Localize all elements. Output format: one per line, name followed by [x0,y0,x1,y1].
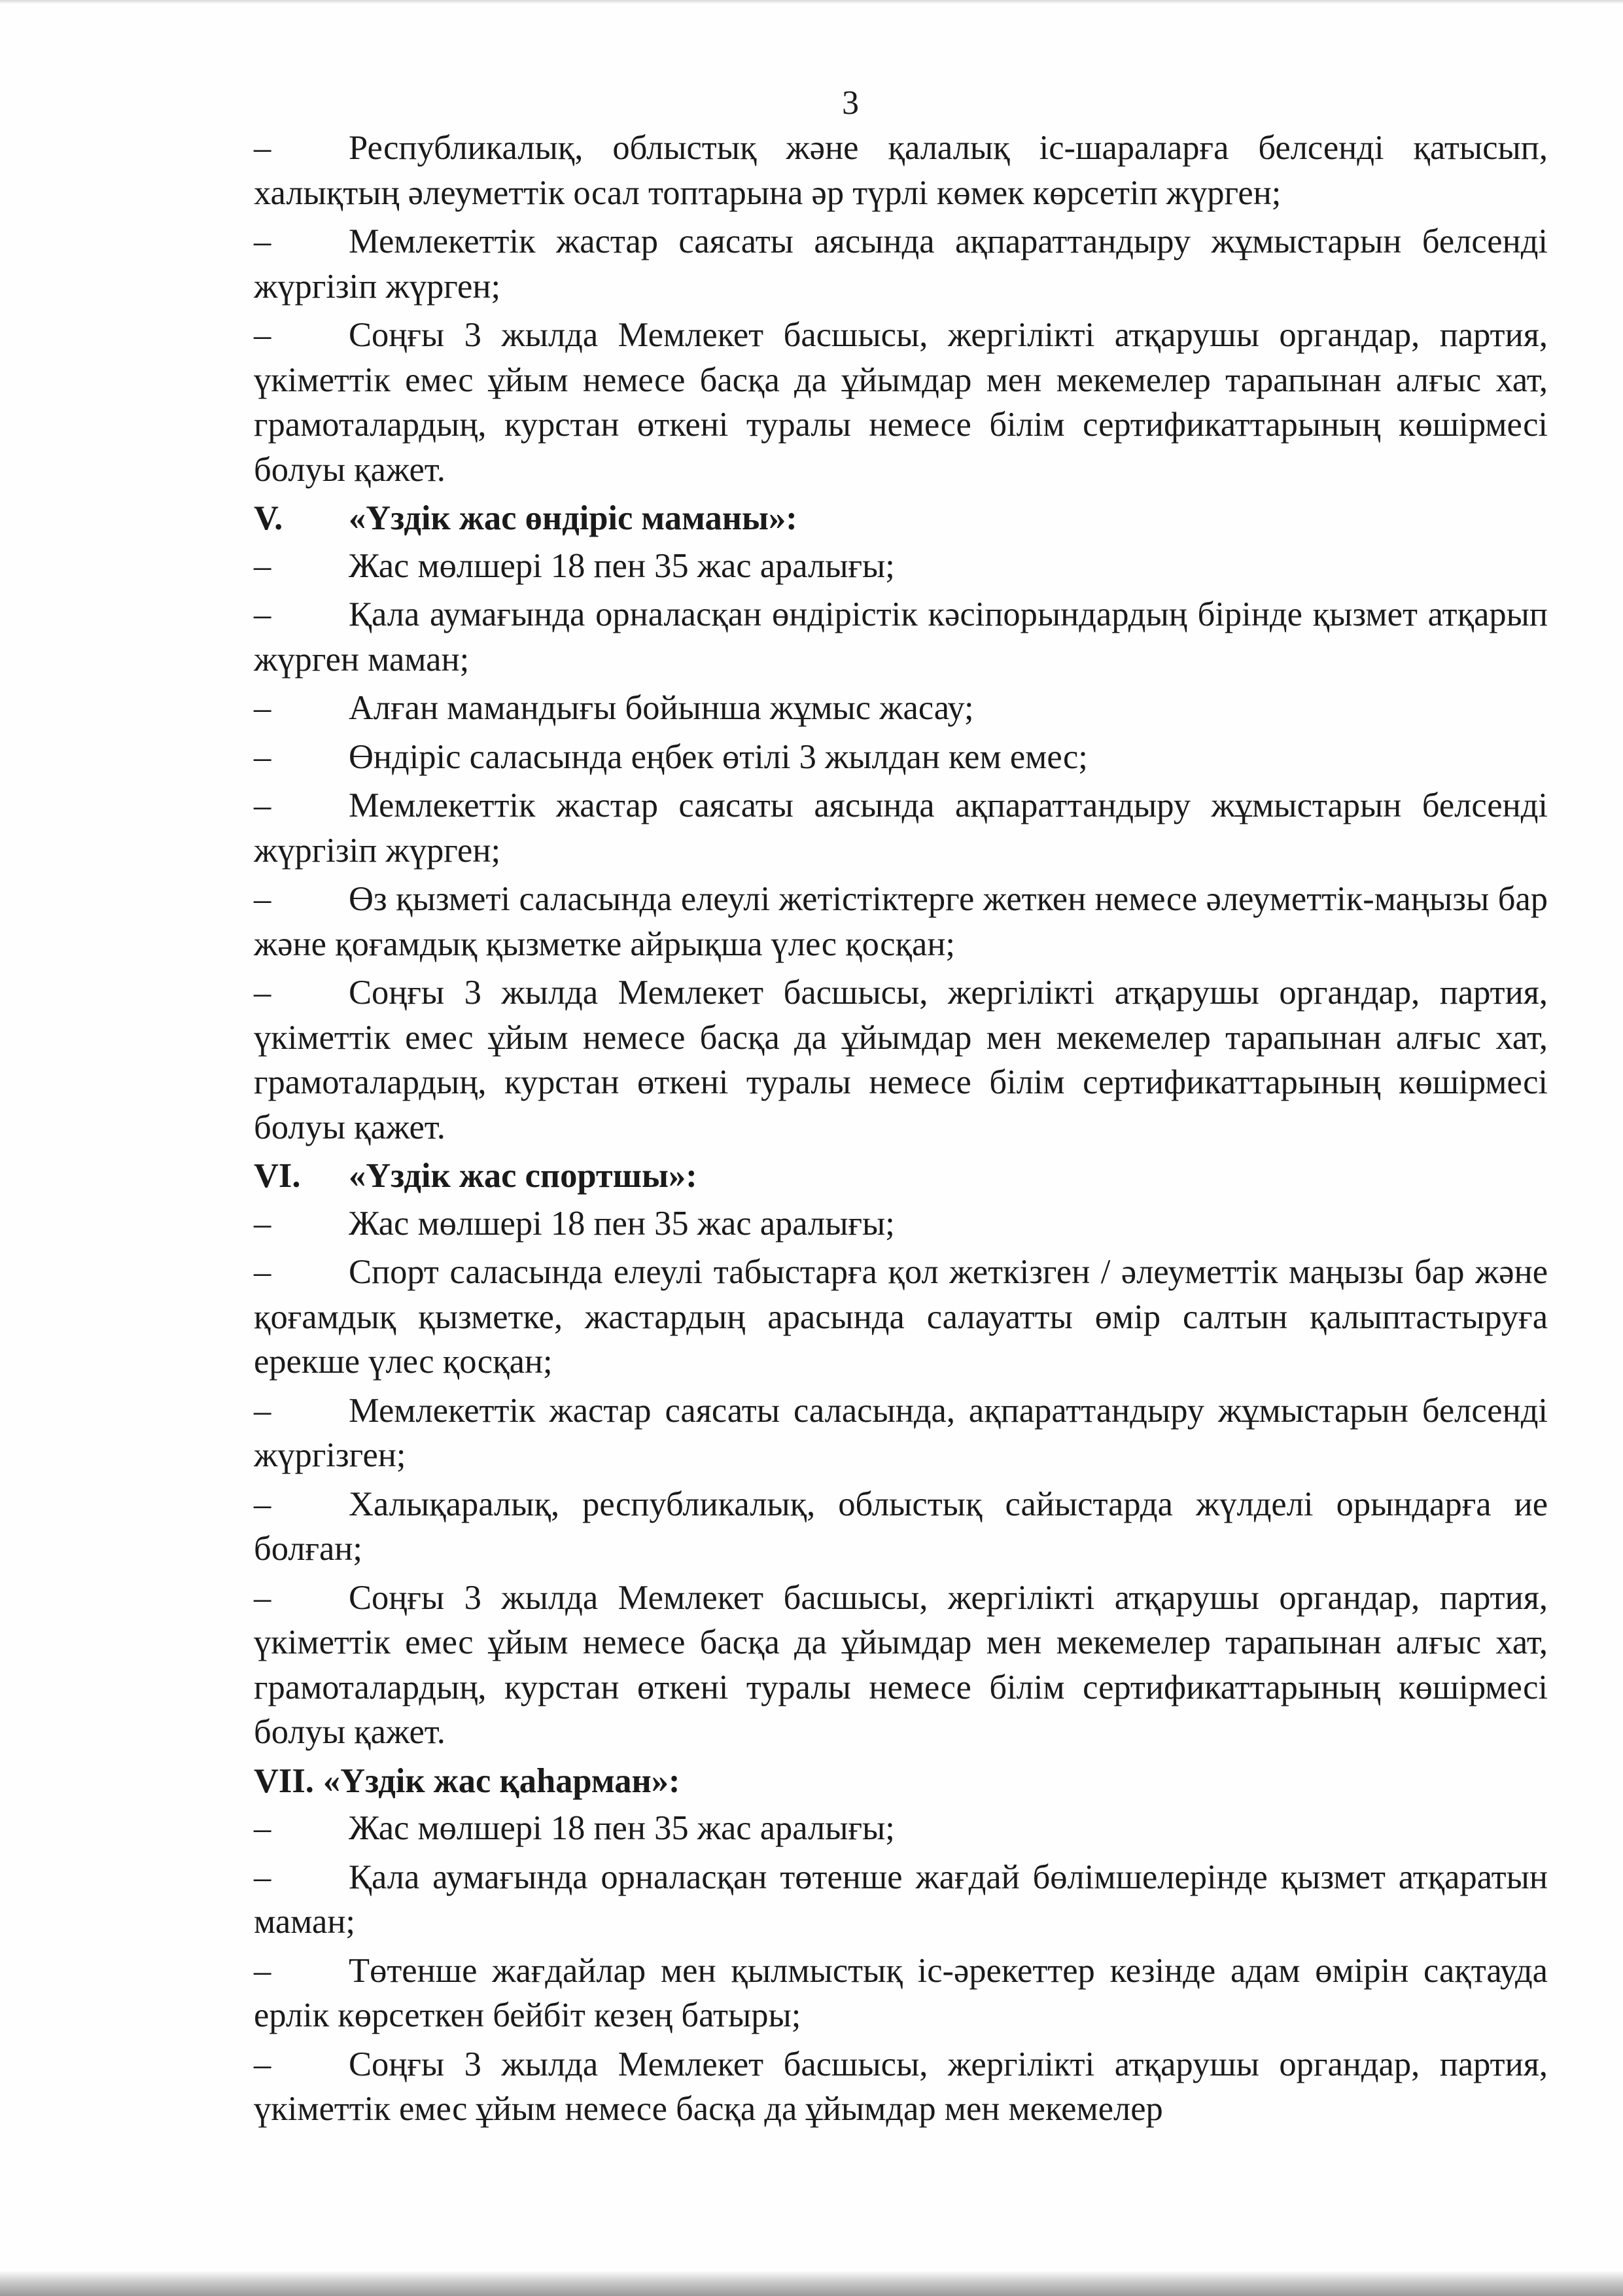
dash-bullet: – [254,1253,271,1291]
list-item-text: Республикалық, облыстық және қалалық іс-шараларға белсенді қатысып, халықтың әлеуметтік осал топтарына әр түрлі көмек көрсетіп жүрген; [254,129,1548,212]
dash-bullet: – [254,737,271,776]
list-item-text: Алған мамандығы бойынша жұмыс жасау; [349,689,974,727]
dash-bullet: – [254,1391,271,1430]
list-item [254,1250,1548,1385]
list-item-text: Мемлекеттік жастар саясаты аясында ақпараттандыру жұмыстарын белсенді жүргізіп жүрген; [254,786,1548,870]
list-item [254,970,1548,1150]
list-item-text: Жас мөлшері 18 пен 35 жас аралығы; [349,1809,895,1847]
list-item-text: Соңғы 3 жылда Мемлекет басшысы, жергілікті атқарушы органдар, партия, үкіметтік емес ұйым немесе басқа да ұйымдар мен мекемелер тарапынан алғыс хат, грамоталардың, курстан өткені туралы немесе білім сертификаттарының көшірмесі болуы қажет. [254,974,1548,1146]
dash-bullet: – [254,546,271,585]
list-item [254,877,1548,966]
dash-bullet: – [254,1858,271,1896]
section-title: «Үздік жас спортшы»: [349,1157,697,1195]
dash-bullet: – [254,316,271,354]
list-item [254,735,1548,780]
list-item-text: Өз қызметі саласында елеулі жетістіктерге жеткен немесе әлеуметтік-маңызы бар және қоғамдық қызметке айрықша үлес қосқан; [254,880,1548,963]
list-item [254,1949,1548,2038]
list-item-text: Мемлекеттік жастар саясаты саласында, ақпараттандыру жұмыстарын белсенді жүргізген; [254,1391,1548,1474]
dash-bullet: – [254,1809,271,1847]
list-item-text: Спорт саласында елеулі табыстарға қол жеткізген / әлеуметтік маңызы бар және қоғамдық қызметке, жастардың арасында салауатты өмір салтын қалыптастыруға ерекше үлес қосқан; [254,1253,1548,1381]
list-item-text: Соңғы 3 жылда Мемлекет басшысы, жергілікті атқарушы органдар, партия, үкіметтік емес ұйым немесе басқа да ұйымдар мен мекемелер тарапынан алғыс хат, грамоталардың, курстан өткені туралы немесе білім сертификаттарының көшірмесі болуы қажет. [254,1578,1548,1751]
list-item [254,686,1548,731]
dash-bullet: – [254,1578,271,1617]
list-item [254,1855,1548,1945]
list-item [254,313,1548,492]
list-item [254,544,1548,589]
list-item [254,1576,1548,1755]
list-item-text: Мемлекеттік жастар саясаты аясында ақпараттандыру жұмыстарын белсенді жүргізіп жүрген; [254,222,1548,306]
list-item [254,1482,1548,1572]
list-item [254,1388,1548,1478]
document-body [254,126,1548,2136]
dash-bullet: – [254,595,271,633]
section-title: «Үздік жас өндіріс маманы»: [349,499,797,537]
list-item-text: Төтенше жағдайлар мен қылмыстық іс-әрекеттер кезінде адам өмірін сақтауда ерлік көрсеткен бейбіт кезең батыры; [254,1951,1548,2034]
dash-bullet: – [254,129,271,167]
list-item [254,2042,1548,2132]
list-item-text: Халықаралық, республикалық, облыстық сайыстарда жүлделі орындарға ие болған; [254,1485,1548,1568]
list-item [254,219,1548,309]
scan-bottom-edge [0,2270,1623,2296]
section-heading [254,1759,1548,1804]
dash-bullet: – [254,1951,271,1990]
list-item [254,592,1548,682]
list-item-text: Жас мөлшері 18 пен 35 жас аралығы; [349,546,895,585]
dash-bullet: – [254,974,271,1012]
section-title: «Үздік жас қаһарман»: [323,1761,680,1800]
list-item-text: Жас мөлшері 18 пен 35 жас аралығы; [349,1204,895,1243]
section-heading [254,1154,1548,1199]
dash-bullet: – [254,880,271,918]
list-item [254,1806,1548,1851]
dash-bullet: – [254,689,271,727]
list-item [254,126,1548,215]
list-item-text: Қала аумағында орналасқан төтенше жағдай бөлімшелерінде қызмет атқаратын маман; [254,1858,1548,1941]
list-item-text: Соңғы 3 жылда Мемлекет басшысы, жергілікті атқарушы органдар, партия, үкіметтік емес ұйым немесе басқа да ұйымдар мен мекемелер тарапынан алғыс хат, грамоталардың, курстан өткені туралы немесе білім сертификаттарының көшірмесі болуы қажет. [254,316,1548,489]
dash-bullet: – [254,786,271,824]
list-item [254,1201,1548,1246]
dash-bullet: – [254,1204,271,1243]
page-number: 3 [842,84,859,122]
section-heading [254,496,1548,541]
scan-top-edge [0,0,1623,4]
list-item [254,783,1548,873]
dash-bullet: – [254,2045,271,2083]
section-number: VI. [254,1157,301,1195]
dash-bullet: – [254,222,271,260]
list-item-text: Соңғы 3 жылда Мемлекет басшысы, жергілікті атқарушы органдар, партия, үкіметтік емес ұйым немесе басқа да ұйымдар мен мекемелер [254,2045,1548,2128]
list-item-text: Қала аумағында орналасқан өндірістік кәсіпорындардың бірінде қызмет атқарып жүрген маман; [254,595,1548,679]
dash-bullet: – [254,1485,271,1523]
section-number: V. [254,499,283,537]
section-number: VII. [254,1761,314,1800]
list-item-text: Өндіріс саласында еңбек өтілі 3 жылдан кем емес; [349,737,1088,776]
